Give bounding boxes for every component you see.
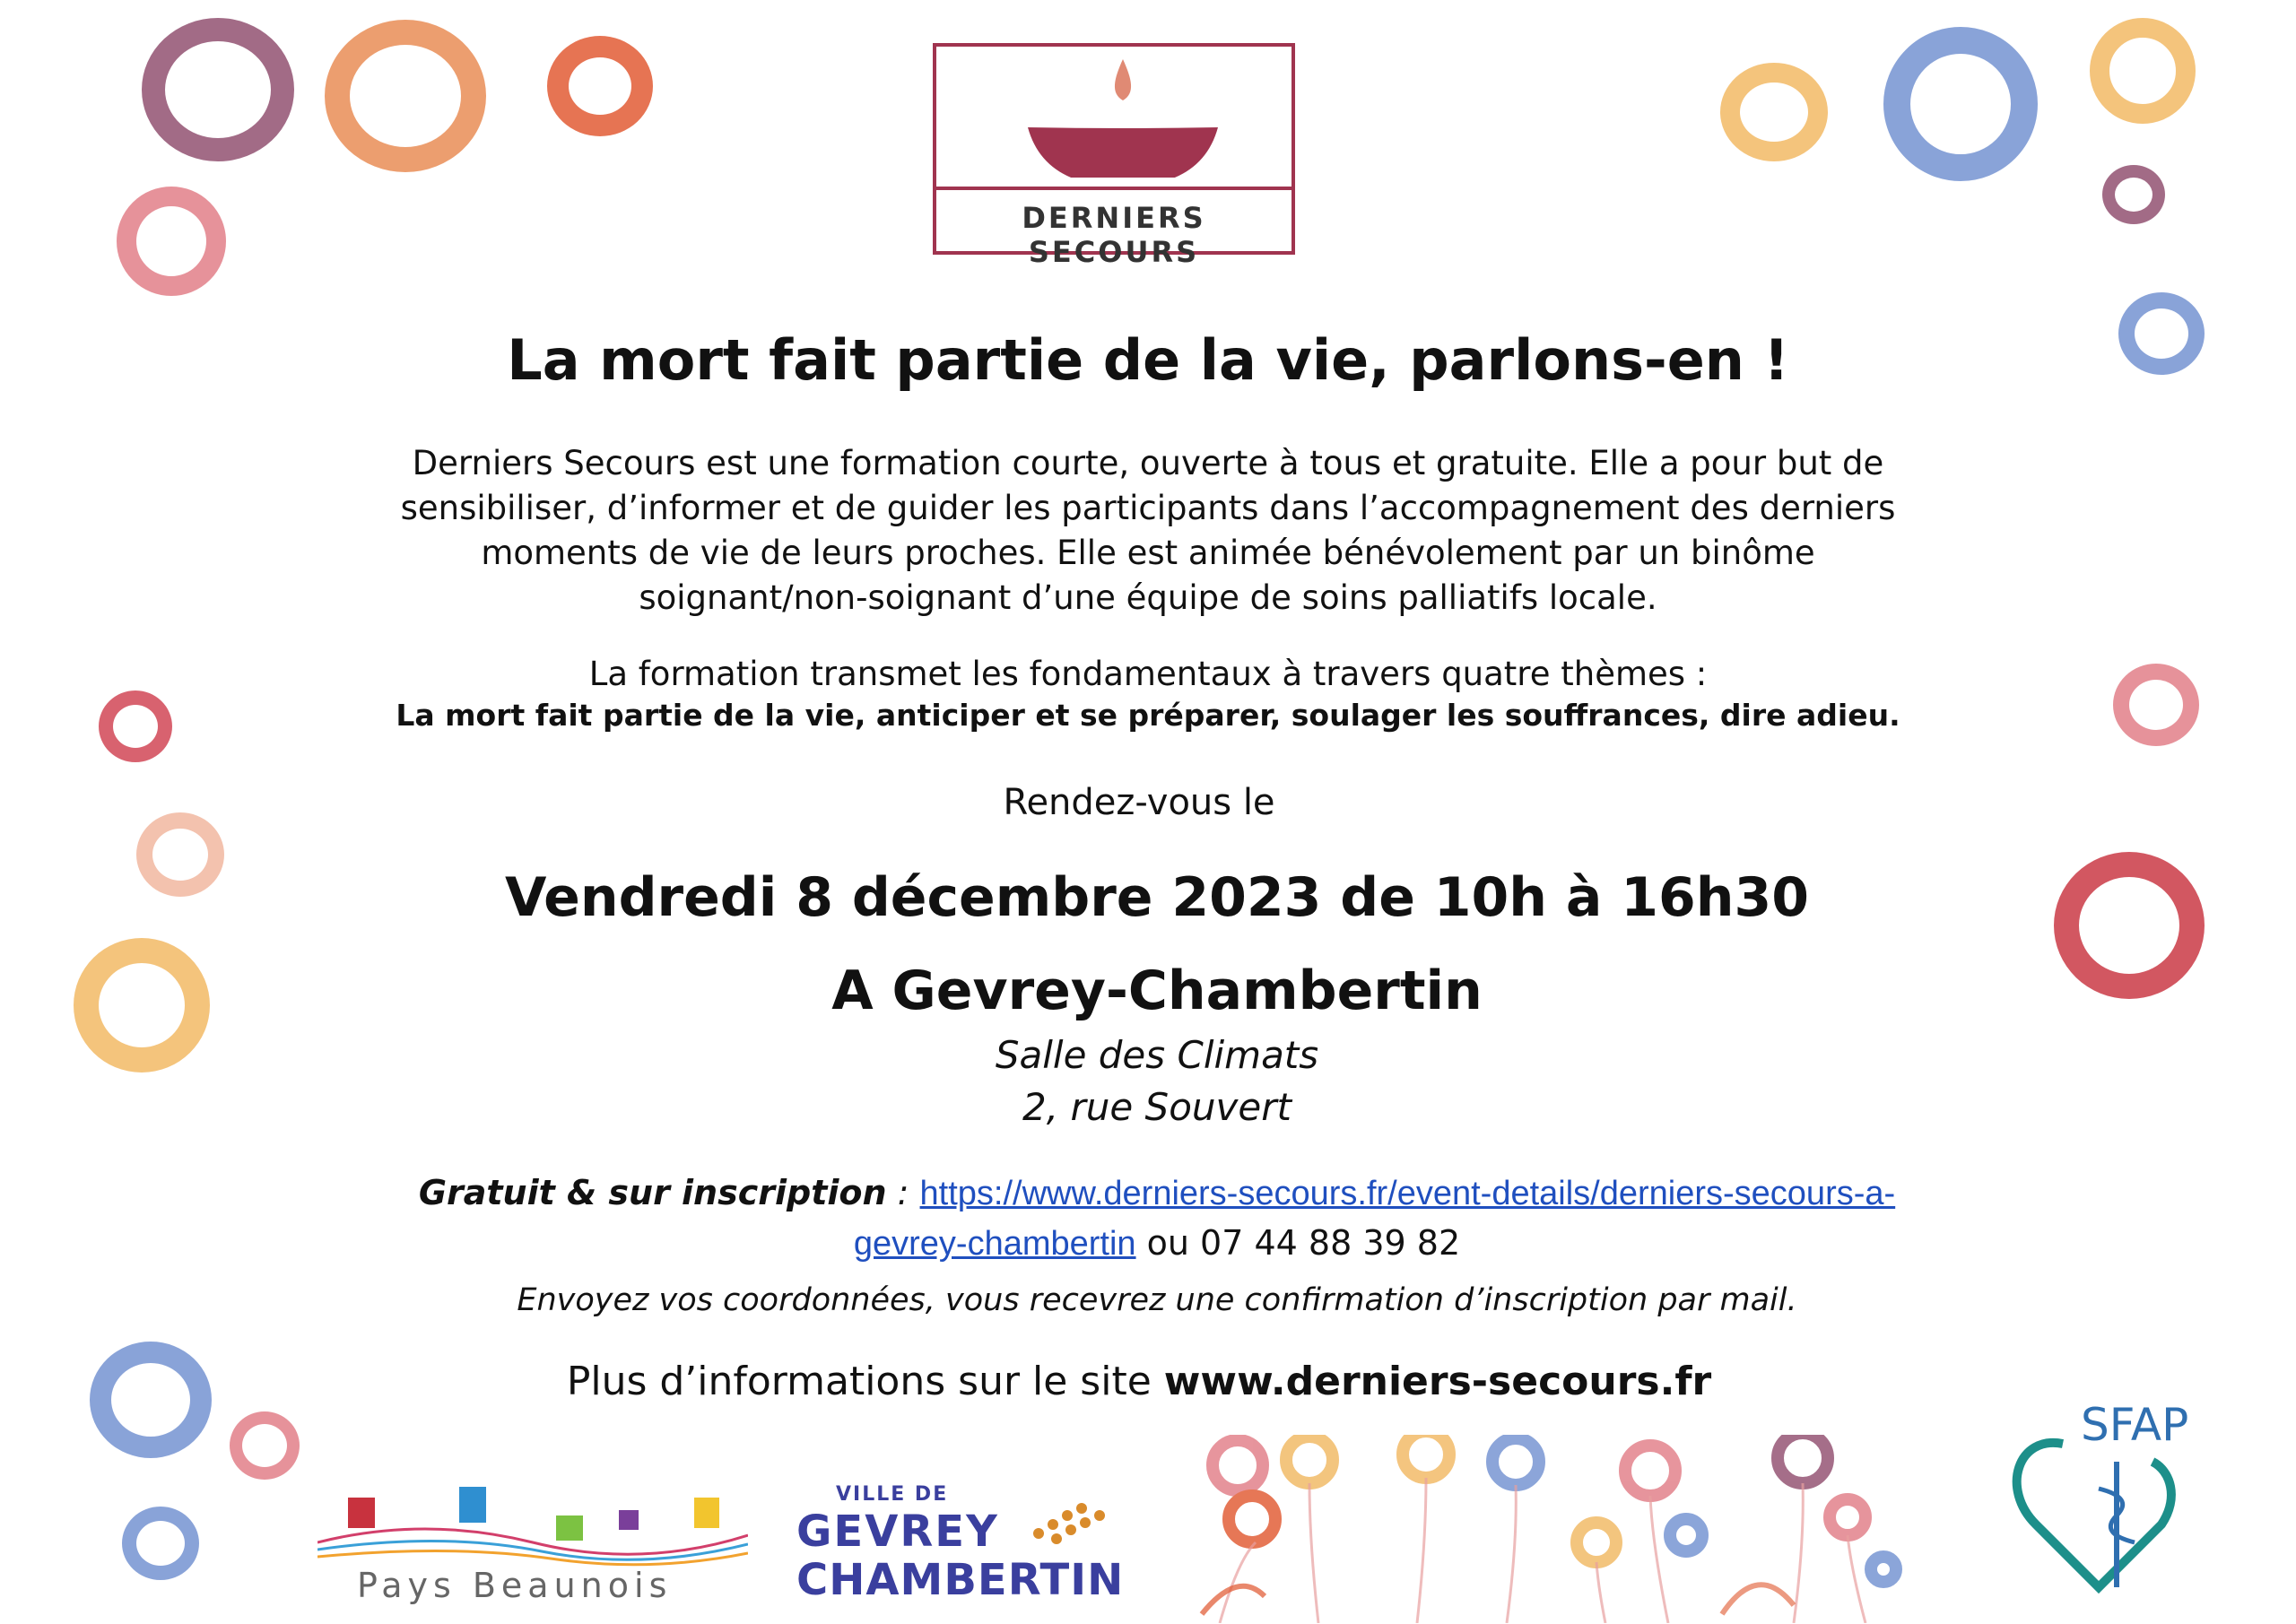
more-info [0, 1359, 2287, 1404]
ring-decoration [117, 187, 226, 296]
gevrey-text: GEVREY [796, 1507, 999, 1557]
lamp-icon [933, 43, 1295, 178]
ring-decoration [2090, 18, 2196, 124]
registration-link-continued[interactable]: gevrey-chambertin [853, 1225, 1136, 1263]
ring-decoration [325, 20, 486, 172]
flower-field-illustration [1184, 1435, 1937, 1623]
intro-line: Derniers Secours est une formation courte, ouverte à tous et gratuite. Elle a pour but de [412, 444, 1884, 482]
registration-colon: : [886, 1173, 920, 1212]
sfap-text: SFAP [2081, 1399, 2189, 1451]
rendezvous-text: Rendez-vous le [1003, 782, 1275, 823]
intro-line: sensibiliser, d’informer et de guider les participants dans l’accompagnement des derniers [400, 489, 1896, 527]
more-info-site[interactable]: www.derniers-secours.fr [1163, 1359, 1712, 1404]
sfap-logo [2000, 1399, 2197, 1614]
chambertin-text: CHAMBERTIN [796, 1555, 1125, 1605]
pays-beaunois-text: Pays Beaunois [357, 1566, 673, 1605]
registration-line-1 [9, 1173, 2296, 1213]
intro-line: soignant/non-soignant d’une équipe de soins palliatifs locale. [639, 578, 1657, 617]
logo-text: DERNIERS SECOURS [1022, 201, 1206, 269]
gevrey-chambertin-logo [796, 1480, 1137, 1614]
registration-note: Envoyez vos coordonnées, vous recevrez une confirmation d’inscription par mail. [517, 1282, 1797, 1318]
event-city: A Gevrey-Chambertin [831, 960, 1483, 1022]
registration-link[interactable]: https://www.derniers-secours.fr/event-details/derniers-secours-a- [919, 1175, 1896, 1212]
event-venue: Salle des Climats [995, 1033, 1319, 1077]
ring-decoration [1720, 63, 1828, 161]
grape-dots-icon [1021, 1498, 1119, 1551]
intro-line: moments de vie de leurs proches. Elle est animée bénévolement par un binôme [481, 534, 1815, 572]
themes-list: La mort fait partie de la vie, anticiper et se préparer, soulager les souffrances, dire adieu. [396, 698, 1900, 733]
ring-decoration [122, 1507, 199, 1580]
ring-decoration [547, 36, 653, 136]
event-address: 2, rue Souvert [1022, 1085, 1292, 1129]
ring-decoration [230, 1411, 300, 1480]
event-date: Vendredi 8 décembre 2023 de 10h à 16h30 [505, 866, 1809, 929]
ville-de-text: VILLE DE [836, 1483, 949, 1506]
more-info-text: Plus d’informations sur le site [566, 1359, 1164, 1404]
sfap-heart-icon [2000, 1426, 2197, 1605]
intro-paragraph [0, 441, 2296, 621]
registration-label: Gratuit & sur inscription [418, 1173, 887, 1212]
ring-decoration [2102, 165, 2165, 224]
logo-divider [936, 187, 1292, 190]
registration-phone: ou 07 44 88 39 82 [1135, 1223, 1461, 1263]
pays-beaunois-graphic [317, 1480, 748, 1569]
ring-decoration [1883, 27, 2038, 181]
themes-lead: La formation transmet les fondamentaux à travers quatre thèmes : [588, 655, 1708, 693]
registration-line-2 [9, 1223, 2296, 1264]
headline: La mort fait partie de la vie, parlons-en ! [507, 327, 1789, 393]
pays-beaunois-logo [317, 1480, 748, 1614]
ring-decoration [142, 18, 294, 161]
derniers-secours-logo [933, 43, 1295, 269]
